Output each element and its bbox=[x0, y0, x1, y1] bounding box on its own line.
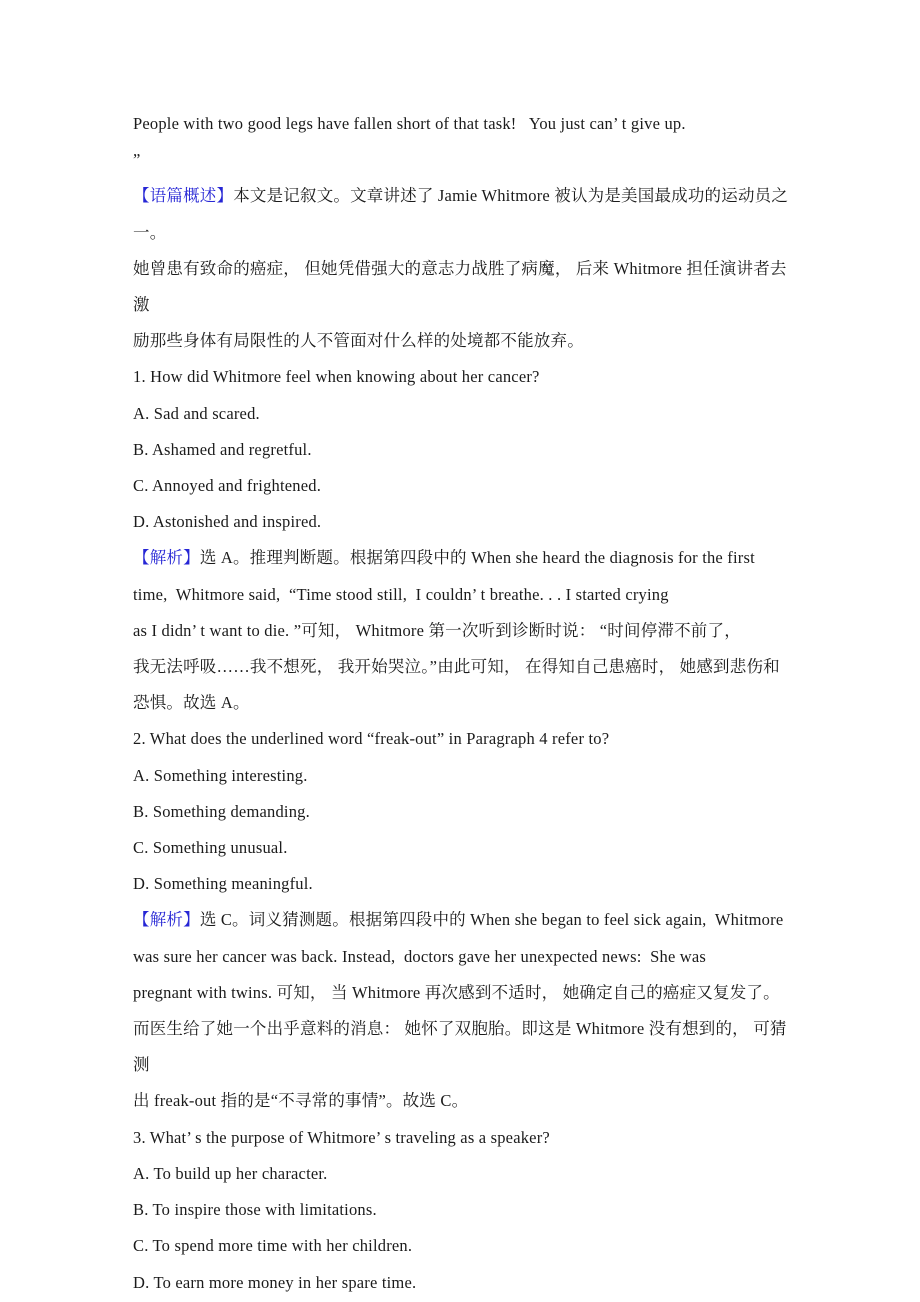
analysis-1-label: 【解析】 bbox=[133, 548, 200, 568]
analysis-2-text-1: 选 C。词义猜测题。根据第四段中的 When she began to feel sick again, Whitmore bbox=[199, 910, 784, 930]
question-1-option-c: C. Annoyed and frightened. bbox=[133, 476, 322, 496]
analysis-2-line-1 bbox=[133, 902, 802, 938]
analysis-2-line-3: pregnant with twins. 可知， 当 Whitmore 再次感到不适时， 她确定自己的癌症又复发了。 bbox=[133, 982, 780, 1002]
question-1-option-d: D. Astonished and inspired. bbox=[133, 512, 322, 532]
analysis-1-text-1: 选 A。推理判断题。根据第四段中的 When she heard the diagnosis for the first bbox=[199, 548, 755, 568]
question-1-stem: 1. How did Whitmore feel when knowing about her cancer? bbox=[133, 367, 540, 387]
question-3-option-c: C. To spend more time with her children. bbox=[133, 1236, 413, 1256]
analysis-1-line-4: 我无法呼吸……我不想死， 我开始哭泣。”由此可知， 在得知自己患癌时， 她感到悲伤和 bbox=[133, 657, 780, 677]
question-3-option-a: A. To build up her character. bbox=[133, 1163, 328, 1183]
closing-quote-line: ” bbox=[133, 150, 141, 170]
question-2-option-d: D. Something meaningful. bbox=[133, 874, 313, 894]
analysis-1-line-5: 恐惧。故选 A。 bbox=[133, 693, 250, 713]
analysis-2-label: 【解析】 bbox=[133, 910, 200, 930]
question-3-stem: 3. What’ s the purpose of Whitmore’ s traveling as a speaker? bbox=[133, 1127, 550, 1147]
analysis-2-line-2: was sure her cancer was back. Instead, doctors gave her unexpected news: She was bbox=[133, 946, 707, 966]
question-2-option-a: A. Something interesting. bbox=[133, 765, 308, 785]
summary-line-3: 励那些身体有局限性的人不管面对什么样的处境都不能放弃。 bbox=[133, 331, 584, 351]
passage-end-line: People with two good legs have fallen short of that task! You just can’ t give up. bbox=[133, 114, 686, 133]
summary-line-2: 她曾患有致命的癌症， 但她凭借强大的意志力战胜了病魔， 后来 Whitmore 担任演讲者去激 bbox=[133, 258, 787, 315]
question-2-option-c: C. Something unusual. bbox=[133, 838, 288, 858]
question-3-option-b: B. To inspire those with limitations. bbox=[133, 1200, 377, 1220]
analysis-1-line-3: as I didn’ t want to die. ”可知， Whitmore 第一次听到诊断时说： “时间停滞不前了， bbox=[133, 620, 741, 640]
question-3-option-d: D. To earn more money in her spare time. bbox=[133, 1272, 417, 1292]
analysis-2-line-4: 而医生给了她一个出乎意料的消息： 她怀了双胞胎。即这是 Whitmore 没有想到的， 可猜测 bbox=[133, 1019, 787, 1075]
summary-text-1: 本文是记叙文。文章讲述了 Jamie Whitmore 被认为是美国最成功的运动员之一。 bbox=[133, 186, 789, 242]
question-1-option-a: A. Sad and scared. bbox=[133, 403, 260, 423]
analysis-1-line-2: time, Whitmore said, “Time stood still, I couldn’ t breathe. . . I started crying bbox=[133, 584, 669, 604]
analysis-2-line-5: 出 freak-out 指的是“不寻常的事情”。故选 C。 bbox=[133, 1091, 469, 1111]
summary-line-1 bbox=[133, 178, 802, 250]
question-2-option-b: B. Something demanding. bbox=[133, 801, 310, 821]
question-2-stem: 2. What does the underlined word “freak-out” in Paragraph 4 refer to? bbox=[133, 729, 610, 749]
analysis-1-line-1 bbox=[133, 540, 802, 576]
question-1-option-b: B. Ashamed and regretful. bbox=[133, 439, 312, 459]
summary-label: 【语篇概述】 bbox=[133, 186, 234, 206]
